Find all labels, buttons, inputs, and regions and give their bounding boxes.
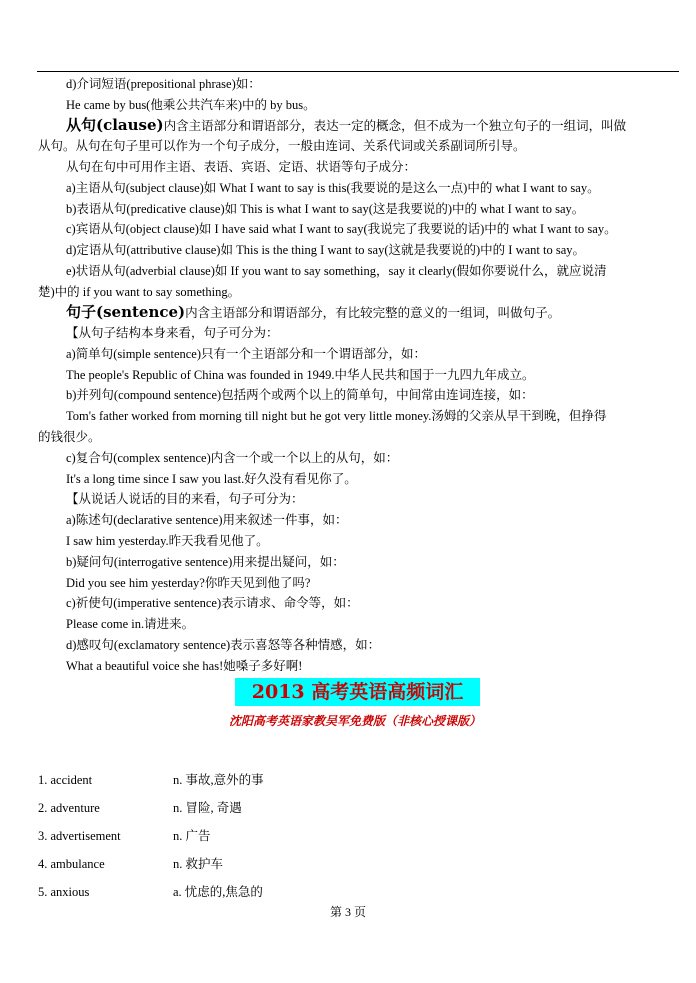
vocab-banner: 2013 高考英语高频词汇 bbox=[235, 678, 480, 706]
text-line: d)感叹句(exclamatory sentence)表示喜怒等各种情感，如： bbox=[66, 638, 381, 652]
text-line: The people's Republic of China was founded in 1949.中华人民共和国于一九四九年成立。 bbox=[66, 368, 535, 382]
vocab-item bbox=[38, 770, 264, 788]
vocab-item bbox=[38, 854, 223, 872]
text-line: e)状语从句(adverbial clause)如 If you want to say something，say it clearly(假如你要说什么，就应说清 bbox=[66, 264, 607, 278]
text-line: c)祈使句(imperative sentence)表示请求、命令等，如： bbox=[66, 596, 359, 610]
vocab-definition: a. 忧虑的,焦急的 bbox=[173, 885, 263, 899]
term-clause: 从句(clause) bbox=[66, 116, 164, 134]
text-line: 内含主语部分和谓语部分，有比较完整的意义的一组词，叫做句子。 bbox=[185, 306, 561, 320]
vocab-subtitle: 沈阳高考英语家教吴军免费版（非核心授课版） bbox=[228, 714, 481, 728]
text-line: d)定语从句(attributive clause)如 This is the thing I want to say(这就是我要说的)中的 I want to say。 bbox=[66, 243, 586, 257]
vocab-definition: n. 救护车 bbox=[173, 857, 224, 871]
text-line: 楚)中的 if you want to say something。 bbox=[38, 285, 241, 299]
text-line: d)介词短语(prepositional phrase)如： bbox=[66, 77, 261, 91]
vocab-definition: n. 广告 bbox=[173, 829, 211, 843]
text-line: a)简单句(simple sentence)只有一个主语部分和一个谓语部分，如： bbox=[66, 347, 427, 361]
text-line: 内含主语部分和谓语部分，表达一定的概念，但不成为一个独立句子的一组词，叫做 bbox=[163, 119, 627, 133]
text-line: 【从句子结构本身来看，句子可分为： bbox=[66, 326, 279, 340]
header-rule bbox=[37, 71, 679, 72]
text-line: Please come in.请进来。 bbox=[66, 617, 195, 631]
text-line: 【从说话人说话的目的来看，句子可分为： bbox=[66, 492, 304, 506]
text-line: b)并列句(compound sentence)包括两个或两个以上的简单句，中间常由连词连接，如： bbox=[66, 388, 534, 402]
text-line: Tom's father worked from morning till night but he got very little money.汤姆的父亲从早干到晚，但挣得 bbox=[66, 409, 607, 423]
text-line: b)表语从句(predicative clause)如 This is what I want to say(这是我要说的)中的 what I want to say。 bbox=[66, 202, 585, 216]
vocab-word: 4. ambulance bbox=[38, 857, 105, 871]
text-line: c)复合句(complex sentence)内含一个或一个以上的从句，如： bbox=[66, 451, 399, 465]
page-number: 第 3 页 bbox=[329, 905, 366, 919]
text-line: b)疑问句(interrogative sentence)用来提出疑问，如： bbox=[66, 555, 345, 569]
vocab-word: 1. accident bbox=[38, 773, 93, 787]
text-line: c)宾语从句(object clause)如 I have said what I want to say(我说完了我要说的话)中的 what I want to say。 bbox=[66, 222, 617, 236]
vocab-word: 5. anxious bbox=[38, 885, 90, 899]
vocab-word: 2. adventure bbox=[38, 801, 100, 815]
vocab-definition: n. 事故,意外的事 bbox=[173, 773, 264, 787]
clause-definition bbox=[66, 117, 696, 134]
sentence-definition bbox=[66, 304, 696, 321]
text-line: 从句。从句在句子里可以作为一个句子成分，一般由连词、关系代词或关系副词所引导。 bbox=[38, 139, 526, 153]
text-line: He came by bus(他乘公共汽车来)中的 by bus。 bbox=[66, 98, 316, 112]
text-line: 从句在句中可用作主语、表语、宾语、定语、状语等句子成分： bbox=[66, 160, 417, 174]
vocab-item bbox=[38, 826, 211, 844]
term-sentence: 句子(sentence) bbox=[66, 303, 186, 321]
text-line: a)主语从句(subject clause)如 What I want to say is this(我要说的是这么一点)中的 what I want to say。 bbox=[66, 181, 600, 195]
text-line: a)陈述句(declarative sentence)用来叙述一件事，如： bbox=[66, 513, 348, 527]
vocab-item bbox=[38, 882, 263, 900]
text-line: 的钱很少。 bbox=[38, 430, 101, 444]
vocab-word: 3. advertisement bbox=[38, 829, 121, 843]
text-line: Did you see him yesterday?你昨天见到他了吗? bbox=[66, 576, 311, 590]
text-line: It's a long time since I saw you last.好久没有看见你了。 bbox=[66, 472, 357, 486]
vocab-definition: n. 冒险, 奇遇 bbox=[173, 801, 242, 815]
text-line: What a beautiful voice she has!她嗓子多好啊! bbox=[66, 659, 303, 673]
text-line: I saw him yesterday.昨天我看见他了。 bbox=[66, 534, 269, 548]
vocab-item bbox=[38, 798, 242, 816]
